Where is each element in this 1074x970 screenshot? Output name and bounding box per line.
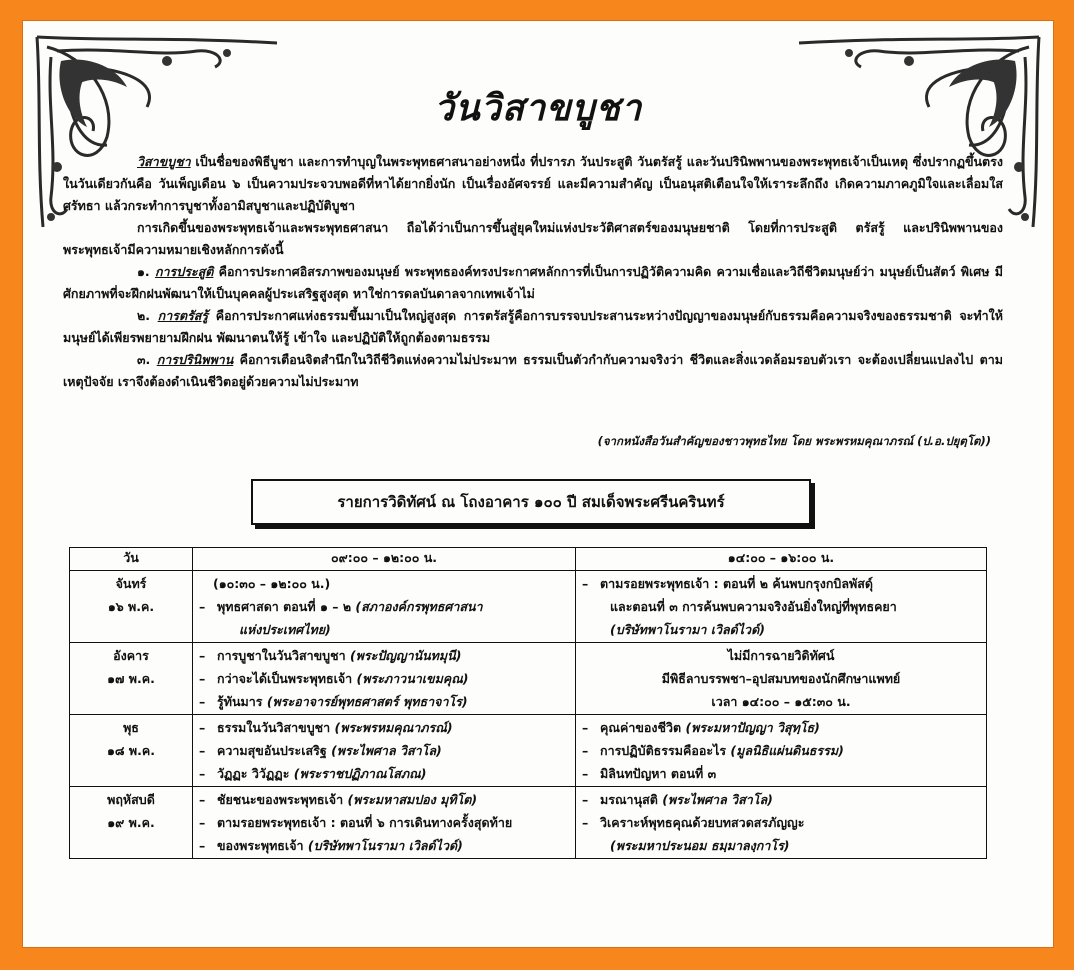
schedule-entry [582, 834, 980, 857]
schedule-entry [199, 788, 569, 811]
entry-text: (๑๐:๓๐ – ๑๒:๐๐ น.) [213, 576, 331, 591]
schedule-entry [582, 595, 980, 618]
schedule-entry [582, 762, 980, 785]
entry-text: และตอนที่ ๓ การค้นพบความจริงอันยิ่งใหญ่ที่พุทธคยา [610, 599, 897, 614]
bullet-dash: – [199, 766, 206, 781]
entry-speaker: (พระพรหมคุณาภรณ์) [334, 720, 453, 735]
bullet-dash: – [199, 743, 206, 758]
afternoon-cell [576, 787, 987, 859]
entry-text: พุทธศาสดา ตอนที่ ๑ – ๒ [217, 599, 356, 614]
schedule-entry [199, 739, 569, 762]
afternoon-cell [576, 643, 987, 715]
schedule-entry [199, 834, 569, 857]
entry-speaker: (พระมหาประนอม ธมฺมาลงฺกาโร) [610, 838, 790, 853]
bullet-dash: – [199, 648, 206, 663]
article-body [63, 151, 1003, 393]
entry-text: ชัยชนะของพระพุทธเจ้า [217, 792, 348, 807]
entry-text: ของพระพุทธเจ้า [217, 838, 308, 853]
schedule-entry [199, 667, 569, 690]
entry-text: ความสุขอันประเสริฐ [217, 743, 332, 758]
schedule-table [69, 547, 987, 859]
bullet-dash: – [582, 720, 589, 735]
afternoon-cell [576, 715, 987, 787]
header-day: วัน [70, 548, 193, 571]
entry-text: ตามรอยพระพุทธเจ้า : ตอนที่ ๒ ค้นพบกรุงกบิลพัสดุ์ [600, 576, 873, 591]
day-date: ๑๙ พ.ค. [107, 815, 155, 830]
entry-text: ตามรอยพระพุทธเจ้า : ตอนที่ ๖ การเดินทางครั้งสุดท้าย [217, 815, 513, 830]
item-number: ๑. [137, 264, 155, 279]
bullet-dash: – [582, 766, 589, 781]
bullet-dash: – [199, 792, 206, 807]
header-afternoon: ๑๔:๐๐ – ๑๖:๐๐ น. [576, 548, 987, 571]
entry-speaker: (บริษัทพาโนรามา เวิลด์ไวด์) [307, 838, 463, 853]
bullet-dash: – [199, 815, 206, 830]
article-paragraph-2: การเกิดขึ้นของพระพุทธเจ้าและพระพุทธศาสนา ถือได้ว่าเป็นการขึ้นสู่ยุคใหม่แห่งประวัติศาสตร์ของมนุษยชาติ โดยที่การประสูติ ตรัสรู้ และปรินิพพานของ พระพุทธเจ้ามีความหมายเชิงหลักการดังนี้ [63, 220, 1003, 257]
day-name: พฤหัสบดี [107, 792, 155, 807]
article-paragraph-1 [63, 151, 1003, 217]
term-visakha: วิสาขบูชา [137, 154, 191, 169]
table-row [70, 715, 987, 787]
schedule-entry [199, 690, 569, 713]
paragraph-text: เป็นชื่อของพิธีบูชา และการทำบุญในพระพุทธศาสนาอย่างหนึ่ง ที่ปรารภ วันประสูติ วันตรัสรู้ และวันปรินิพพานของพระพุทธเจ้าเป็นเหตุ ซึ่งปรากฏขึ้นตรงในวันเดียวกันคือ วันเพ็ญเดือน ๖ เป็นความประจวบพอดีที่หาได้ยากยิ่งนัก เป็นเรื่องอัศจรรย์ และมีความสำคัญ เป็นอนุสติเตือนใจให้เราระลึกถึง เกิดความภาคภูมิใจและเลื่อมใสศรัทธา แล้วกระทำการบูชาทั้งอามิสบูชาและปฏิบัติบูชา [63, 154, 1003, 213]
entry-speaker: (พระไพศาล วิสาโล) [662, 792, 773, 807]
paragraph-text: คือการประกาศอิสรภาพของมนุษย์ พระพุทธองค์ทรงประกาศหลักการที่เป็นการปฏิวัติความคิด ความเชื่อและวิถีชีวิตมนุษย์ว่า มนุษย์เป็นสัตว์ พิเศษ มีศักยภาพที่จะฝึกฝนพัฒนาให้เป็นบุคคลผู้ประเสริฐสูงสุด หาใช่การดลบันดาลจากเทพเจ้าไม่ [63, 264, 1003, 301]
table-row [70, 571, 987, 643]
item-number: ๓. [137, 352, 157, 367]
entry-speaker: (พระมหาสมปอง มุทิโต) [347, 792, 478, 807]
schedule-entry [199, 811, 569, 834]
day-cell [70, 571, 193, 643]
bullet-dash: – [199, 694, 206, 709]
article-paragraph-3 [63, 261, 1003, 305]
schedule-entry [582, 811, 980, 834]
day-date: ๑๗ พ.ค. [107, 671, 155, 686]
header-morning: ๐๙:๐๐ – ๑๒:๐๐ น. [193, 548, 576, 571]
morning-cell [193, 787, 576, 859]
schedule-entry [582, 572, 980, 595]
schedule-entry [582, 618, 980, 641]
bullet-dash: – [582, 576, 589, 591]
day-name: อังคาร [113, 648, 149, 663]
day-name: พุธ [123, 720, 139, 735]
entry-text: การบูชาในวันวิสาขบูชา [217, 648, 350, 663]
entry-speaker: (บริษัทพาโนรามา เวิลด์ไวด์) [610, 622, 765, 637]
entry-speaker: (สภาองค์กรพุทธศาสนา [355, 599, 483, 614]
entry-speaker: แห่งประเทศไทย) [239, 622, 331, 637]
source-citation: (จากหนังสือวันสำคัญของชาวพุทธไทย โดย พระพรหมคุณาภรณ์ (ป.อ.ปยุตฺโต)) [597, 434, 991, 448]
bullet-dash: – [199, 838, 206, 853]
entry-text: มิลินทปัญหา ตอนที่ ๓ [600, 766, 717, 781]
page-title: วันวิสาขบูชา [433, 87, 643, 129]
schedule-entry [199, 644, 569, 667]
article-paragraph-4 [63, 305, 1003, 349]
entry-text: วิเคราะห์พุทธคุณด้วยบทสวดสรภัญญะ [600, 815, 805, 830]
entry-speaker: (พระอาจารย์พุทธศาสตร์ พุทธาจาโร) [266, 694, 468, 709]
entry-text: วัฏฏะ วิวัฏฏะ [217, 766, 294, 781]
schedule-entry [582, 716, 980, 739]
day-date: ๑๖ พ.ค. [107, 599, 155, 614]
schedule-entry [582, 667, 980, 690]
morning-cell [193, 643, 576, 715]
paragraph-text: คือการเตือนจิตสำนึกในวิถีชีวิตแห่งความไม่ประมาท ธรรมเป็นตัวกำกับความจริงว่า ชีวิตและสิ่งแวดล้อมรอบตัวเรา จะต้องเปลี่ยนแปลงไป ตามเหตุปัจจัย เราจึงต้องดำเนินชีวิตอยู่ด้วยความไม่ประมาท [63, 352, 1003, 389]
schedule-entry [199, 595, 569, 618]
paragraph-text: คือการประกาศแห่งธรรมขึ้นมาเป็นใหญ่สูงสุด การตรัสรู้คือการบรรจบประสานระหว่างปัญญาของมนุษย์กับธรรมคือความจริงของธรรมชาติ จะทำให้มนุษย์ได้เพียรพยายามฝึกฝน พัฒนาตนให้รู้ เข้าใจ และปฏิบัติให้ถูกต้องตามธรรม [63, 308, 1004, 345]
term-birth: การประสูติ [154, 264, 214, 279]
entry-text: มรณานุสติ [600, 792, 663, 807]
schedule-entry [582, 644, 980, 667]
schedule-entry [199, 762, 569, 785]
morning-cell [193, 571, 576, 643]
entry-text: คุณค่าของชีวิต [600, 720, 686, 735]
entry-speaker: (มูลนิธิแผ่นดินธรรม) [730, 743, 844, 758]
term-nirvana: การปรินิพพาน [156, 352, 234, 367]
morning-cell [193, 715, 576, 787]
entry-speaker: (พระราชปฏิภาณโสภณ) [293, 766, 427, 781]
table-row [70, 787, 987, 859]
document-page [22, 20, 1054, 948]
term-enlightenment: การตรัสรู้ [157, 308, 209, 323]
entry-speaker: (พระภาวนาเขมคุณ) [356, 671, 469, 686]
entry-text: รู้ทันมาร [217, 694, 267, 709]
schedule-header-row [70, 548, 987, 571]
schedule-entry [582, 739, 980, 762]
bullet-dash: – [582, 815, 589, 830]
entry-text: เวลา ๑๔:๐๐ – ๑๕:๓๐ น. [711, 694, 851, 709]
bullet-dash: – [199, 720, 206, 735]
bullet-dash: – [199, 671, 206, 686]
afternoon-cell [576, 571, 987, 643]
bullet-dash: – [582, 792, 589, 807]
entry-text: ไม่มีการฉายวิดิทัศน์ [727, 648, 835, 663]
entry-text: ธรรมในวันวิสาขบูชา [217, 720, 335, 735]
bullet-dash: – [582, 743, 589, 758]
bullet-dash: – [199, 599, 206, 614]
day-name: จันทร์ [115, 576, 147, 591]
schedule-entry [199, 618, 569, 641]
day-cell [70, 715, 193, 787]
schedule-title: รายการวิดิทัศน์ ณ โถงอาคาร ๑๐๐ ปี สมเด็จพระศรีนครินทร์ [251, 479, 811, 525]
schedule-entry [582, 690, 980, 713]
schedule-entry [199, 716, 569, 739]
day-date: ๑๘ พ.ค. [106, 743, 156, 758]
item-number: ๒. [137, 308, 158, 323]
day-cell [70, 643, 193, 715]
schedule-entry [199, 572, 569, 595]
entry-text: การปฏิบัติธรรมคืออะไร [600, 743, 731, 758]
table-row [70, 643, 987, 715]
entry-speaker: (พระปัญญานันทมุนี) [349, 648, 462, 663]
entry-text: กว่าจะได้เป็นพระพุทธเจ้า [217, 671, 357, 686]
day-cell [70, 787, 193, 859]
entry-speaker: (พระไพศาล วิสาโล) [331, 743, 442, 758]
article-paragraph-5 [63, 349, 1003, 393]
entry-speaker: (พระมหาปัญญา วิสุทฺโธ) [685, 720, 820, 735]
schedule-entry [582, 788, 980, 811]
entry-text: มีพิธีลาบรรพชา–อุปสมบทของนักศึกษาแพทย์ [661, 671, 901, 686]
